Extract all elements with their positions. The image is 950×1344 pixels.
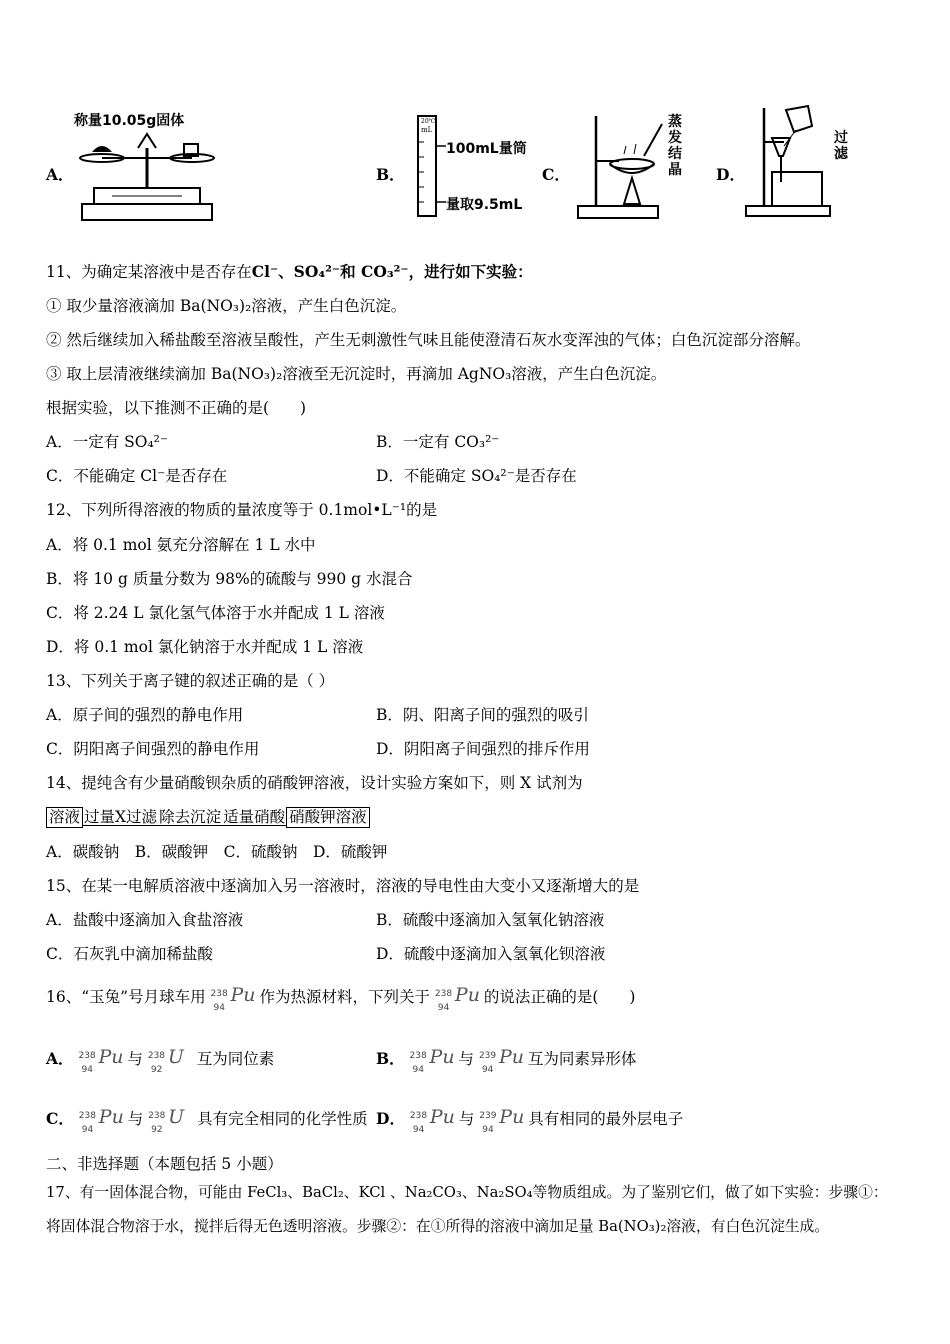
q16-stem-pre: 16、“玉兔”号月球车用: [46, 988, 206, 1006]
balance-icon: [72, 108, 222, 226]
filtration-caption: 过滤: [834, 130, 848, 162]
nuclide-pu238: 238 94 Pu: [210, 984, 256, 1013]
q11-step3: ③ 取上层清液继续滴加 Ba(NO₃)₂溶液至无沉淀时，再滴加 AgNO₃溶液，产生白色沉淀。: [46, 365, 667, 383]
nuclide-u238: 238 92 U: [148, 1106, 185, 1135]
nuclide-pu238: 238 94 Pu: [78, 1106, 124, 1135]
q12-option-a: A．将 0.1 mol 氨充分溶解在 1 L 水中: [46, 536, 316, 554]
q12-option-d: D．将 0.1 mol 氯化钠溶于水并配成 1 L 溶液: [46, 638, 364, 656]
q11-step1: ① 取少量溶液滴加 Ba(NO₃)₂溶液，产生白色沉淀。: [46, 297, 407, 315]
q11-option-b: B．一定有 CO₃²⁻: [376, 433, 500, 451]
q15-option-a: A．盐酸中逐滴加入食盐溶液: [46, 911, 244, 929]
q14-stem: 14、提纯含有少量硝酸钡杂质的硝酸钾溶液，设计实验方案如下，则 X 试剂为: [46, 774, 583, 792]
cylinder-capacity: 100mL量筒: [446, 141, 527, 157]
q13-option-a: A．原子间的强烈的静电作用: [46, 706, 244, 724]
q15-option-c: C．石灰乳中滴加稀盐酸: [46, 945, 213, 963]
balance-caption: 称量10.05g固体: [74, 113, 185, 129]
q17-line1: 17、有一固体混合物，可能由 FeCl₃、BaCl₂、KCl 、Na₂CO₃、Na₂SO₄等物质组成。为了鉴别它们，做了如下实验：步骤①：: [46, 1184, 888, 1201]
q11-option-d: D．不能确定 SO₄²⁻是否存在: [376, 467, 577, 485]
q13-option-b: B．阴、阳离子间的强烈的吸引: [376, 706, 589, 724]
balance-figure: [72, 108, 222, 226]
q16-option-b: B． 238 94 Pu 与 239 94 Pu 互为同素异形体: [376, 1040, 636, 1075]
q11-option-c: C．不能确定 Cl⁻是否存在: [46, 467, 228, 485]
q15-option-d: D．硫酸中逐滴加入氢氧化钡溶液: [376, 945, 606, 963]
q17-line2: 将固体混合物溶于水，搅拌后得无色透明溶液。步骤②：在①所得的溶液中滴加足量 Ba(NO₃)₂溶液，有白色沉淀生成。: [46, 1218, 830, 1235]
q13-option-c: C．阴阳离子间强烈的静电作用: [46, 740, 260, 758]
nuclide-u238: 238 92 U: [147, 1046, 184, 1075]
evaporation-caption: 蒸发结晶: [668, 114, 682, 178]
flow-step-3: 适量硝酸: [223, 807, 286, 826]
filtration-figure: [742, 102, 862, 222]
q11-stem-ions: Cl⁻、SO₄²⁻和 CO₃²⁻，进行如下实验：: [251, 262, 533, 281]
cylinder-temp: 20℃: [421, 118, 436, 125]
q10-option-d-label: D．: [716, 165, 745, 184]
q16-stem-post: 的说法正确的是( ): [483, 988, 636, 1006]
flow-start-box: 溶液: [46, 807, 83, 828]
q16-option-a: A． 238 94 Pu 与 238 92 U 互为同位素: [46, 1040, 274, 1075]
nuclide-pu238: 238 94 Pu: [78, 1046, 124, 1075]
evaporation-figure: [574, 106, 694, 224]
q10-option-c-label: C．: [542, 165, 570, 184]
q10-option-b-label: B．: [376, 165, 405, 184]
section2-title: 二、非选择题（本题包括 5 小题）: [46, 1155, 283, 1173]
q11-option-a: A．一定有 SO₄²⁻: [46, 433, 169, 451]
cylinder-unit: mL: [421, 126, 433, 134]
cylinder-figure: [412, 112, 537, 222]
nuclide-pu238: 238 94 Pu: [434, 984, 480, 1013]
flow-step-2: 除去沉淀: [159, 807, 222, 826]
filtration-apparatus-icon: [742, 102, 862, 222]
q14-options: A．碳酸钠 B．碳酸钾 C．硫酸钠 D．硫酸钾: [46, 843, 388, 861]
q16-option-c: C． 238 94 Pu 与 238 92 U 具有完全相同的化学性质: [46, 1100, 368, 1135]
flow-step-1: 过量X过滤: [84, 807, 158, 826]
nuclide-pu238: 238 94 Pu: [409, 1046, 455, 1075]
q13-option-d: D．阴阳离子间强烈的排斥作用: [376, 740, 590, 758]
q11-step2: ② 然后继续加入稀盐酸至溶液呈酸性，产生无刺激性气味且能使澄清石灰水变浑浊的气体；白色沉淀部分溶解。: [46, 331, 811, 349]
q11-question: 根据实验，以下推测不正确的是( ): [46, 399, 307, 417]
q10-option-a-label: A．: [46, 165, 74, 184]
nuclide-pu239: 239 94 Pu: [479, 1106, 525, 1135]
q11-stem-pre: 11、为确定某溶液中是否存在: [46, 263, 252, 281]
nuclide-pu239: 239 94 Pu: [478, 1046, 524, 1075]
q16-stem: [46, 978, 635, 1013]
q11-stem: [46, 262, 533, 282]
q16-stem-mid: 作为热源材料，下列关于: [259, 988, 430, 1006]
flow-end-box: 硝酸钾溶液: [286, 807, 370, 828]
cylinder-measure: 量取9.5mL: [446, 197, 523, 213]
q15-option-b: B．硫酸中逐滴加入氢氧化钠溶液: [376, 911, 605, 929]
q13-stem: 13、下列关于离子键的叙述正确的是（ ）: [46, 672, 335, 690]
q16-option-d: D． 238 94 Pu 与 239 94 Pu 具有相同的最外层电子: [376, 1100, 683, 1135]
q12-option-c: C．将 2.24 L 氯化氢气体溶于水并配成 1 L 溶液: [46, 604, 385, 622]
q14-flowchart: [46, 806, 370, 828]
q12-option-b: B．将 10 g 质量分数为 98%的硫酸与 990 g 水混合: [46, 570, 413, 588]
nuclide-pu238: 238 94 Pu: [409, 1106, 455, 1135]
q12-stem: 12、下列所得溶液的物质的量浓度等于 0.1mol•L⁻¹的是: [46, 501, 438, 519]
q15-stem: 15、在某一电解质溶液中逐滴加入另一溶液时，溶液的导电性由大变小又逐渐增大的是: [46, 877, 640, 895]
